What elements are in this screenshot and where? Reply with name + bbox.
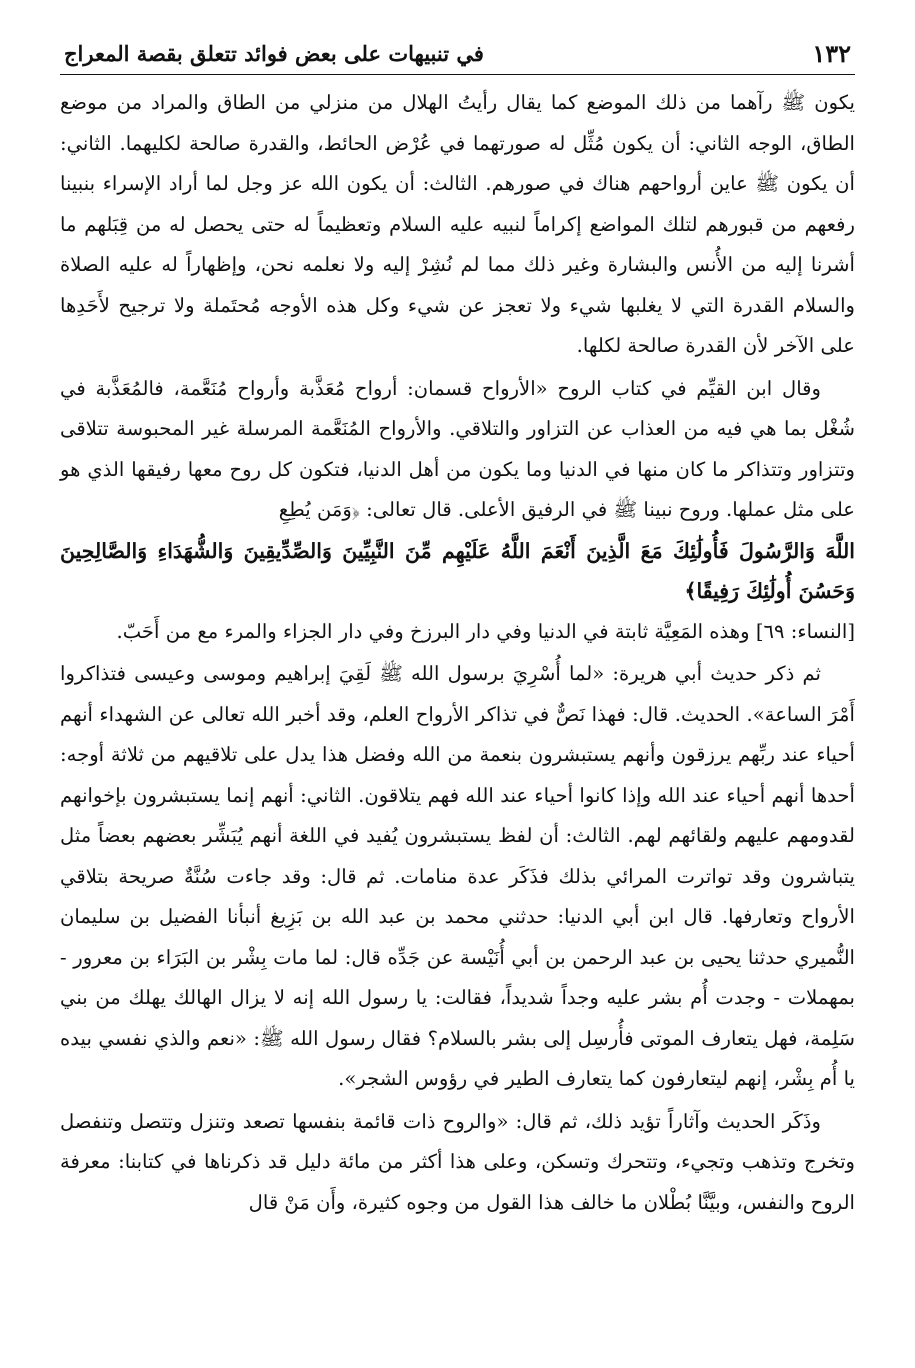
chapter-title: في تنبيهات على بعض فوائد تتعلق بقصة المعراج: [64, 41, 484, 66]
body-text: [60, 83, 855, 1223]
paragraph-verse-citation: [النساء: ٦٩] وهذه المَعِيَّة ثابتة في الدنيا وفي دار البرزخ وفي دار الجزاء والمرء مع من أَحَبّ.: [116, 619, 855, 643]
quran-verse: اللَّهَ وَالرَّسُولَ فَأُولَٰئِكَ مَعَ الَّذِينَ أَنْعَمَ اللَّهُ عَلَيْهِم مِّنَ النَّبِيِّينَ وَالصِّدِّيقِينَ وَالشُّهَدَاءِ وَالصَّالِحِينَ وَحَسُنَ أُولَٰئِكَ رَفِيقًا﴾: [60, 538, 855, 603]
page-number: ١٣٢: [812, 39, 851, 68]
paragraph-soul-nature: وذَكَر الحديث وآثاراً تؤيد ذلك، ثم قال: «والروح ذات قائمة بنفسها تصعد وتنزل وتتصل وتنفصل وتخرج وتذهب وتجيء، وتتحرك وتسكن، وعلى هذا أكثر من مائة دليل قد ذكرناها في كتابنا: معرفة الروح والنفس، وبيَّنَّا بُطْلان ما خالف هذا القول من وجوه كثيرة، وأَن مَنْ قال: [60, 1109, 855, 1214]
paragraph-hadith-abu-hurayra: ثم ذكر حديث أبي هريرة: «لما أُسْرِيَ برسول الله ﷺ لَقِيَ إبراهيم وموسى وعيسى فتذاكروا أَمْرَ الساعة». الحديث. قال: فهذا نَصٌّ في تذاكر الأرواح العلم، وقد أخبر الله تعالى عن الشهداء أنهم أحياء عند ربِّهم يرزقون وأنهم يستبشرون بنعمة من الله وفضل هذا يدل على تلاقيهم من ثلاثة أوجه: أحدها أنهم أحياء عند الله وإذا كانوا أحياء عند الله فهم يتلاقون. الثاني: أنهم إنما يستبشرون بإخوانهم لقدومهم عليهم ولقائهم لهم. الثالث: أن لفظ يستبشرون يُفيد في اللغة أنهم يُبَشِّر بعضهم بعضاً مثل يتباشرون وقد تواترت المرائي بذلك فذَكَر عدة منامات. ثم قال: وقد جاءت سُنَّةٌ صريحة بتلاقي الأرواح وتعارفها. قال ابن أبي الدنيا: حدثني محمد بن عبد الله بن بَزِيغ أنبأنا الفضيل بن سليمان النُّميري حدثنا يحيى بن عبد الرحمن بن أبي أُنَيْسة عن جَدِّه قال: لما مات بِشْر بن البَرَاء بن معرور - بمهملات - وجدت أُم بشر عليه وجداً شديداً، فقالت: يا رسول الله إنه لا يزال الهالك يهلك من بني سَلِمة، فهل يتعارف الموتى فأُرسِل إلى بشر بالسلام؟ فقال رسول الله ﷺ: «نعم والذي نفسي بيده يا أُم بِشْر، إنهم ليتعارفون كما يتعارف الطير في رؤوس الشجر».: [60, 662, 855, 1090]
paragraph-opening: يكون ﷺ رآهما من ذلك الموضع كما يقال رأيتُ الهلال من منزلي من الطاق والمراد من موضع الطاق، الوجه الثاني: أن يكون مُثِّل له صورتهما في عُرْض الحائط، والقدرة صالحة لكليهما. الثاني: أن يكون ﷺ عاين أرواحهم هناك في صورهم. الثالث: أن يكون الله عز وجل لما أراد الإسراء بنبينا رفعهم من قبورهم لتلك المواضع إكراماً لنبيه عليه السلام وتعظيماً له حتى يحصل له من قِبَلهم ما أشرنا إليه من الأُنس والبشارة وغير ذلك مما لم نُشِرْ إليه ولا نعلمه نحن، وإظهاراً له عليه الصلاة والسلام القدرة التي لا يغلبها شيء ولا تعجز عن شيء وكل هذه الأوجه مُحتَملة ولا ترجيح لأَحَدِها على الآخر لأن القدرة صالحة لكلها.: [60, 91, 855, 357]
paragraph-ibn-qayyim-quote: وقال ابن القيِّم في كتاب الروح «الأرواح قسمان: أرواح مُعَذَّبة وأرواح مُنَعَّمة، فالمُعَذَّبة في شُغْل بما هي فيه من العذاب عن التزاور والتلاقي. والأرواح المُنَعَّمة المرسلة غير المحبوسة تتلاقى وتتزاور وتتذاكر ما كان منها في الدنيا وما يكون من أهل الدنيا، فتكون كل روح معها رفيقها الذي هو على مثل عملها. وروح نبينا ﷺ في الرفيق الأعلى. قال تعالى: ﴿وَمَن يُطِعِ: [60, 376, 855, 521]
running-head: [60, 40, 855, 75]
